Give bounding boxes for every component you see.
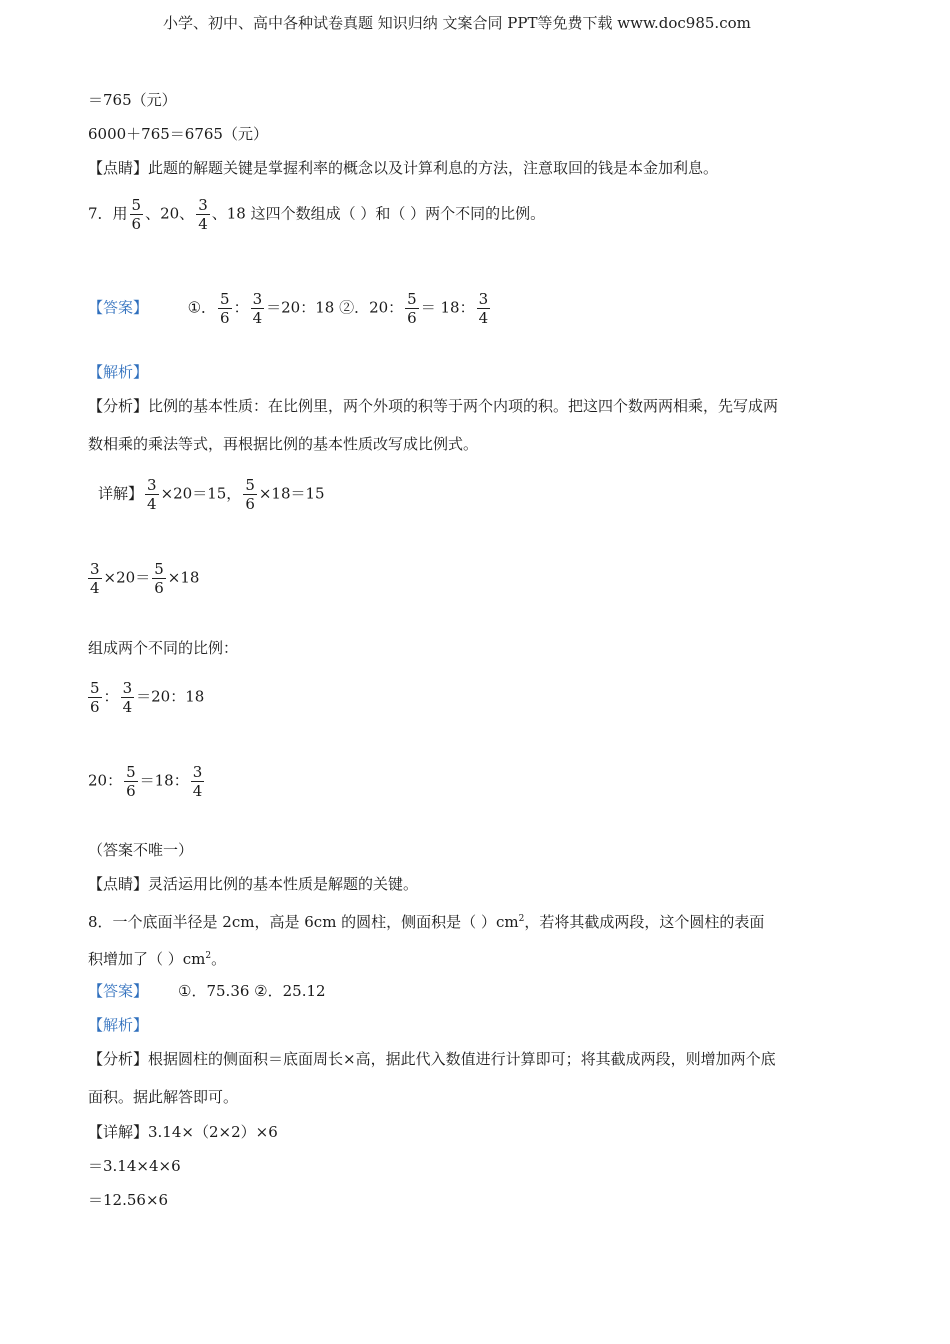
fenxi-line: 【分析】根据圆柱的侧面积＝底面周长×高，据此代入数值进行计算即可；将其截成两段，则增加两个底 bbox=[88, 1050, 776, 1068]
question-7: 7．用 $\frac{5}{6}$ 、20、 $\frac{3}{4}$ 、18 这四个数组成（ ）和（ ）两个不同的比例。 bbox=[88, 196, 546, 233]
answer-7: 【答案】 ①． $\frac{5}{6}$ ： $\frac{3}{4}$ ＝20：18 ②．20： $\frac{5}{6}$ ＝ 18： $\frac{3}{4}$ bbox=[88, 290, 489, 327]
fraction: $\frac{5}{6}$ bbox=[131, 196, 142, 233]
fraction: $\frac{5}{6}$ bbox=[126, 763, 136, 800]
dianjing-line: 【点睛】此题的解题关键是掌握利率的概念以及计算利息的方法，注意取回的钱是本金加利息。 bbox=[88, 159, 719, 177]
proportion-1: $\frac{5}{6}$ ： $\frac{3}{4}$ ＝20：18 bbox=[90, 679, 205, 716]
dianjing-line: 【点睛】灵活运用比例的基本性质是解题的关键。 bbox=[88, 875, 419, 893]
fraction: $\frac{3}{4}$ bbox=[122, 679, 133, 716]
jiexi-label: 【解析】 bbox=[88, 1016, 149, 1034]
text-line: ＝765（元） bbox=[88, 91, 177, 109]
fraction: $\frac{3}{4}$ bbox=[192, 763, 203, 800]
question-8-cont: 积增加了（ ）$cm^2$。 bbox=[88, 950, 227, 968]
xiangjie-line: 详解】 $\frac{3}{4}$ ×20＝15， $\frac{5}{6}$ ×18＝15 bbox=[98, 476, 325, 513]
text-line: 组成两个不同的比例： bbox=[88, 639, 239, 657]
fraction: $\frac{5}{6}$ bbox=[154, 560, 164, 597]
fraction: $\frac{5}{6}$ bbox=[220, 290, 230, 327]
question-8: 8．一个底面半径是 2cm，高是 6cm 的圆柱，侧面积是（ ）$cm^2$，若将其截成两段，这个圆柱的表面 bbox=[88, 913, 765, 931]
text-line: 6000＋765＝6765（元） bbox=[88, 125, 268, 143]
fraction: $\frac{5}{6}$ bbox=[407, 290, 417, 327]
fraction: $\frac{5}{6}$ bbox=[90, 679, 100, 716]
page-header: 小学、初中、高中各种试卷真题 知识归纳 文案合同 PPT等免费下载 www.doc985.com bbox=[163, 14, 751, 32]
fraction: $\frac{3}{4}$ bbox=[478, 290, 489, 327]
jiexi-label: 【解析】 bbox=[88, 363, 149, 381]
answer-8: 【答案】 ①．75.36 ②．25.12 bbox=[88, 982, 326, 1000]
fraction: $\frac{3}{4}$ bbox=[147, 476, 157, 513]
fenxi-line: 数相乘的乘法等式，再根据比例的基本性质改写成比例式。 bbox=[88, 435, 479, 453]
fenxi-line: 【分析】比例的基本性质：在比例里，两个外项的积等于两个内项的积。把这四个数两两相乘，先写成两 bbox=[88, 397, 779, 415]
fraction: $\frac{3}{4}$ bbox=[252, 290, 263, 327]
text-line: ＝3.14×4×6 bbox=[88, 1157, 181, 1175]
proportion-2: 20： $\frac{5}{6}$ ＝18： $\frac{3}{4}$ bbox=[88, 763, 203, 800]
equation-line: $\frac{3}{4}$ ×20＝ $\frac{5}{6}$ ×18 bbox=[90, 560, 200, 597]
fraction: $\frac{5}{6}$ bbox=[245, 476, 255, 513]
text-line: （答案不唯一） bbox=[88, 841, 194, 859]
fraction: $\frac{3}{4}$ bbox=[90, 560, 100, 597]
xiangjie-line: 【详解】3.14×（2×2）×6 bbox=[88, 1123, 278, 1141]
text-line: ＝12.56×6 bbox=[88, 1191, 169, 1209]
fenxi-line: 面积。据此解答即可。 bbox=[88, 1088, 239, 1106]
fraction: $\frac{3}{4}$ bbox=[198, 196, 208, 233]
